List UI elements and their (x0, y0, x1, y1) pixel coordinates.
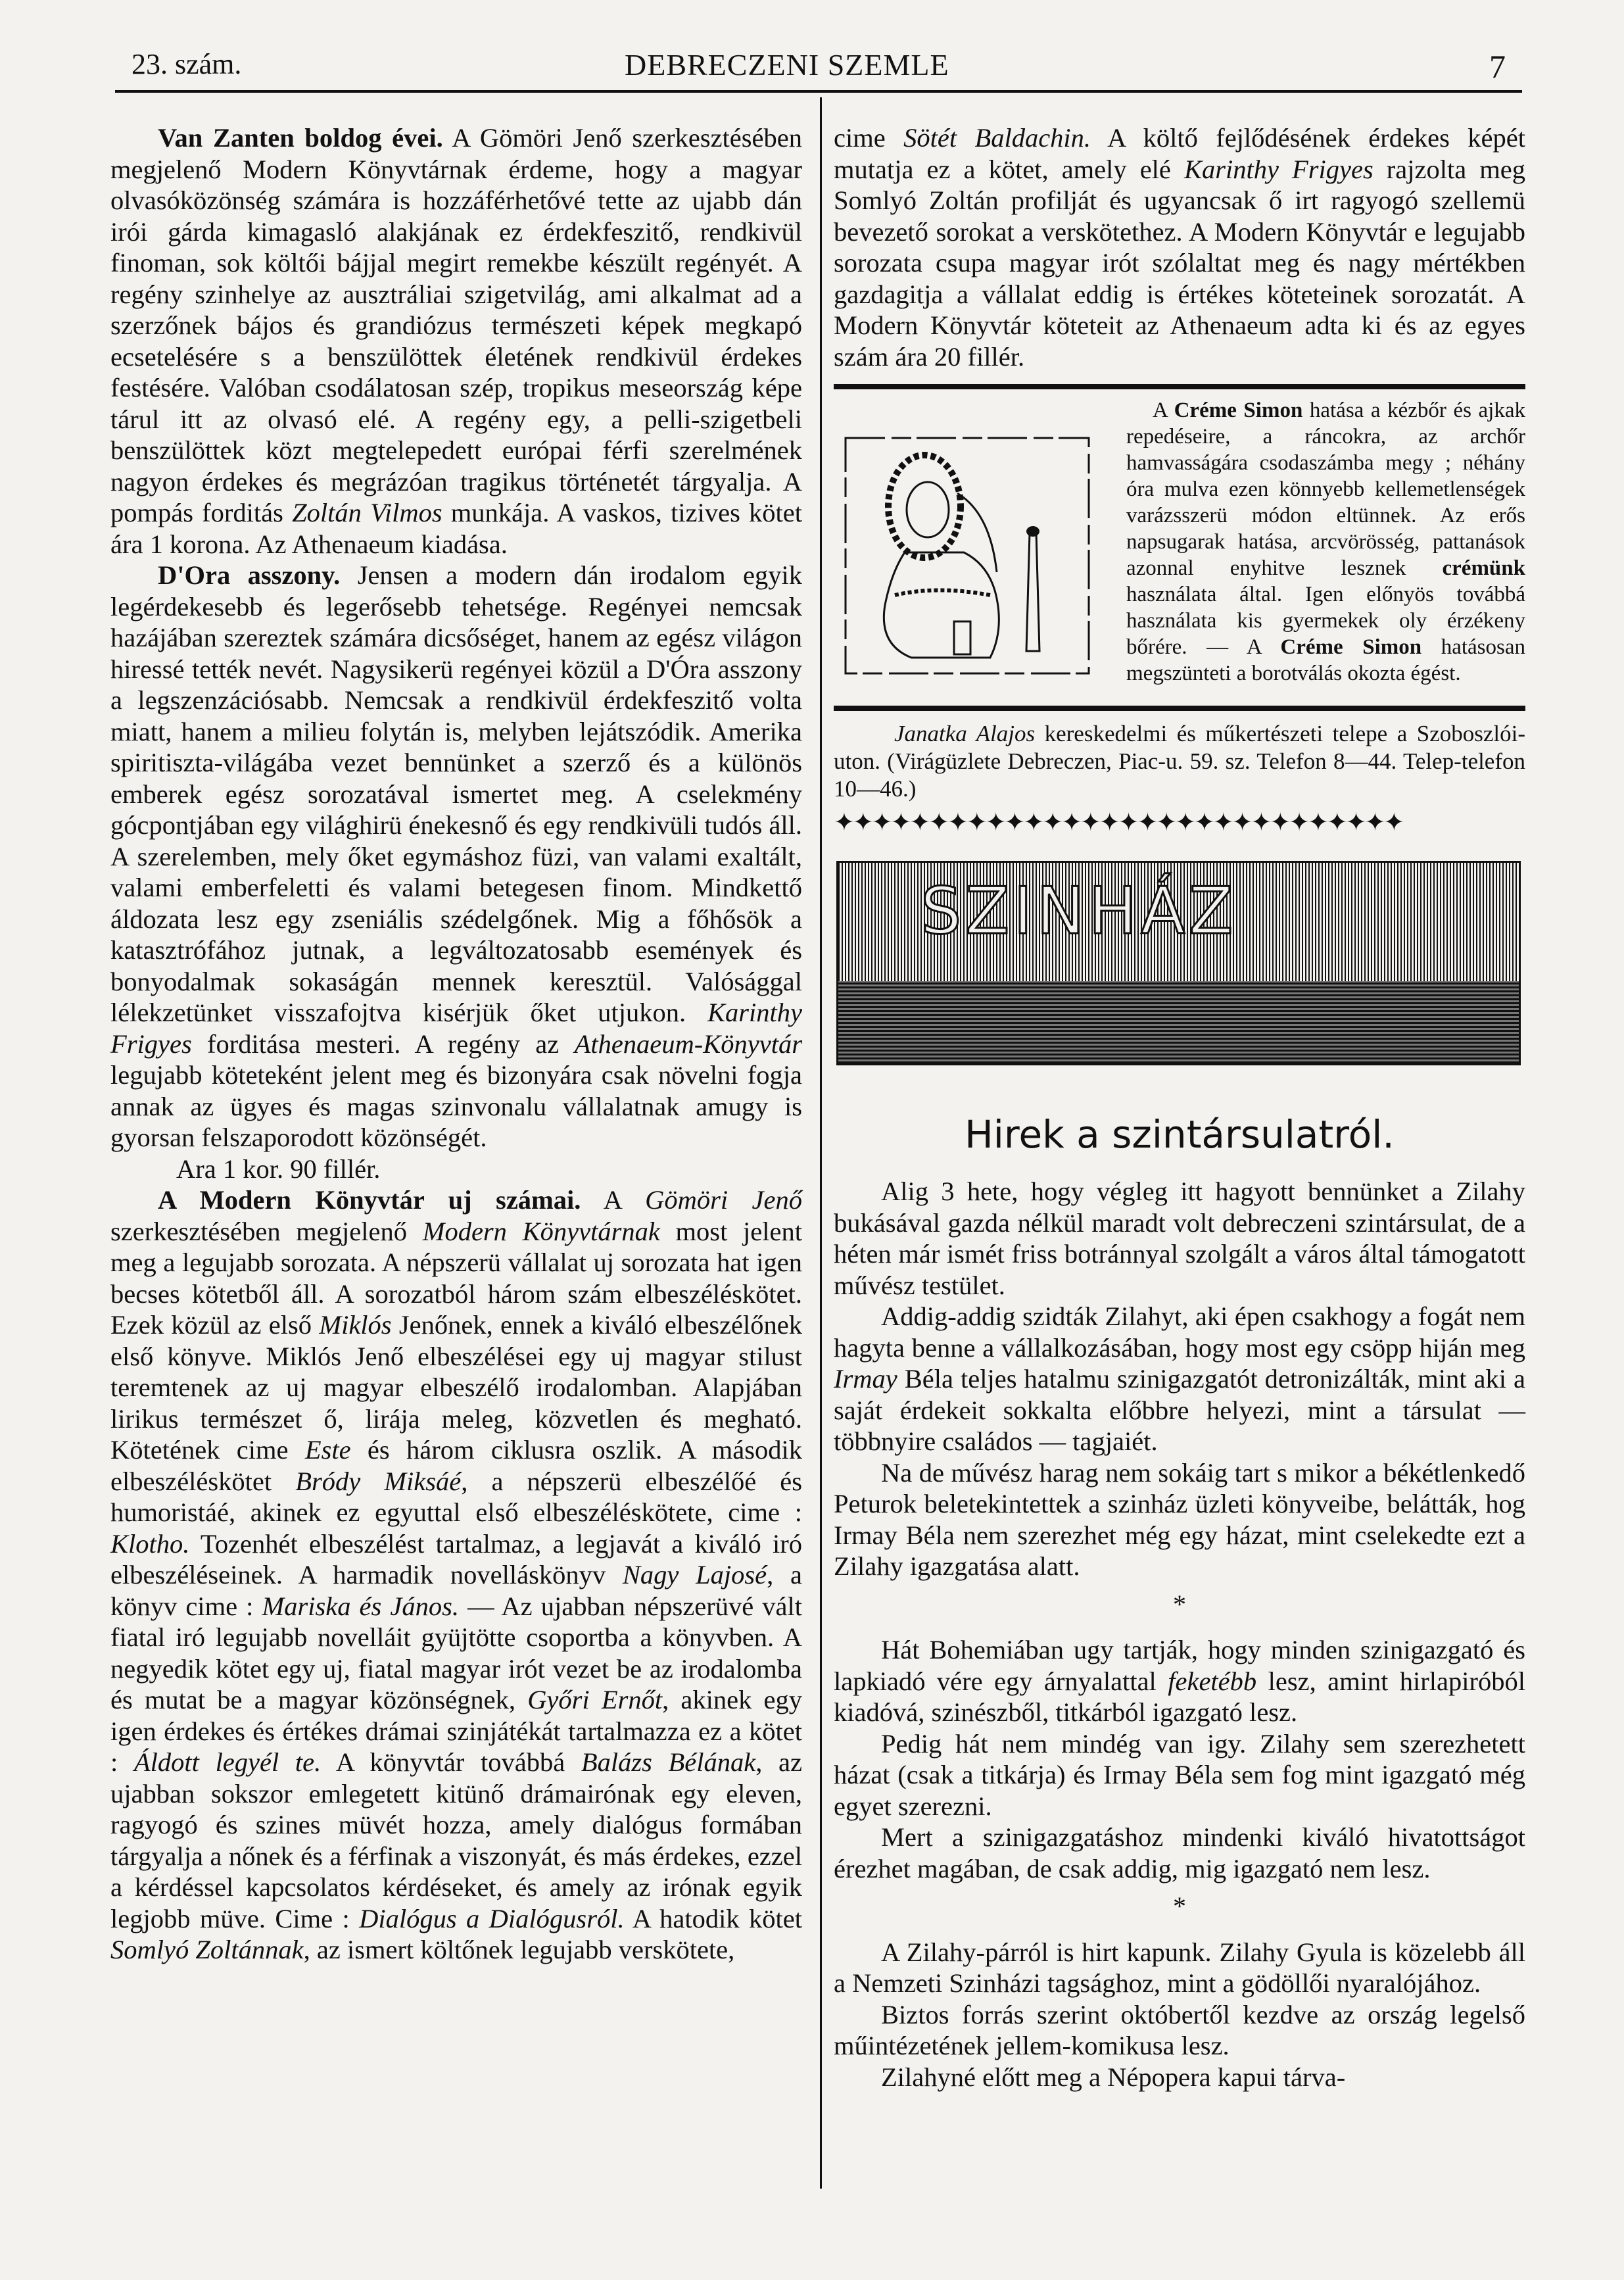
article-continuation: cime Sötét Baldachin. A költő fejlődésének érdekes képét mutatja ez a kötet, amely elé Karinthy Frigyes rajzolta meg Somlyó Zoltán profilját és ugyancsak ő irt ragyogó szellemü bevezető sorokat a verskötethez. A Modern Könyvtár e legujabb sorozata csupa magyar irót szólaltat meg és nagy mértékben gazdagitja a vállalat eddig is értékes köteteinek sorozatát. A Modern Könyvtár köteteit az Athenaeum adta ki és az egyes szám ára 20 fillér. (834, 123, 1525, 372)
woman-applying-cream-illustration (839, 434, 1095, 677)
ad-top-rule (834, 384, 1525, 389)
product-name: Créme Simon (1280, 635, 1422, 659)
banner-title: SZINHÁZ (920, 874, 1237, 949)
paragraph: Na de művész harag nem sokáig tart s mikor a békétlenkedő Peturok beletekintettek a szinház üzleti könyveibe, belátták, hog Irmay Béla nem szerezhet még egy házat, mint cselekedte ezt a Zilahy igazgatása alatt. (834, 1457, 1525, 1581)
column-divider (820, 97, 822, 2189)
ad-bottom-rule (834, 706, 1525, 711)
paragraph: Pedig hát nem mindég van igy. Zilahy sem szerezhetett házat (csak a titkárja) és Irmay Béla sem fog mint igazgató még egyet szerezni. (834, 1728, 1525, 1821)
paragraph: Zilahyné előtt meg a Népopera kapui tárva- (881, 2062, 1346, 2092)
article-title: Van Zanten boldog évei. (158, 123, 443, 153)
product-name: Créme Simon (1174, 399, 1303, 422)
section-break-asterisk: * (1172, 1589, 1187, 1619)
right-column (834, 122, 1525, 2093)
price-line: Ara 1 kor. 90 fillér. (176, 1153, 381, 1184)
creme-simon-ad-text: A Créme Simon hatása a kézbőr és ajkak repedéseire, a ráncokra, az archőr hamvasságára csodaszámba megy ; néhány óra mulva ezen könnyebb kellemetlenségek varázsszerü módon eltünnek. Az erős napsugarak hatása, arcvörösség, pattanások azonnal enyhitve lesznek crémünk használata által. Igen előnyös továbbá használata kis gyermekek oly érzékeny bőrére. — A Créme Simon hatásosan megszünteti a borotválás okozta égést. (1126, 399, 1525, 685)
audience-silhouettes (838, 981, 1519, 1063)
article-modern-konyvtar: A Modern Könyvtár uj számai. A Gömöri Jenő szerkesztésében megjelenő Modern Könyvtárnak most jelent meg a legujabb sorozata. A népszerü vállalat uj sorozata hat igen becses kötetből áll. A sorozatból három szám elbeszéléskötet. Ezek közül az első Miklós Jenőnek, ennek a kiváló elbeszélőnek első könyve. Miklós Jenő elbeszélései egy uj magyar stilust teremtenek az uj magyar elbeszélő irodalomban. Alapjában lirikus természet ő, lirája meleg, közvetlen és megható. Kötetének cime Este és három ciklusra oszlik. A második elbeszéléskötet Bródy Miksáé, a népszerü elbeszélőé és humoristáé, akinek ez egyuttal első elbeszéléskötete, cime : Klotho. Tozenhét elbeszélést tartalmaz, a legjavát a kiváló iró elbeszéléseinek. A harmadik novelláskönyv Nagy Lajosé, a könyv cime : Mariska és János. — Az ujabban népszerüvé vált fiatal iró legujabb novelláit gyüjtötte csoportba a könyvben. A negyedik kötet egy uj, fiatal magyar irót vezet be az irodalomba és mutat be a magyar közönségnek, Győri Ernőt, akinek egy igen érdekes és értékes drámai szinjátékát tartalmazza ez a kötet : Áldott legyél te. A könyvtár továbbá Balázs Bélának, az ujabban sokszor emlegetett kitünő drámairónak egy eleven, ragyogó és szines müvét hozza, amely dialógus formában tárgyalja a nőnek és a férfinak a viszonyát, és más érdekes, ezzel a kérdéssel kapcsolatos kérdéseket, és amely az irónak egyik legjobb müve. Cime : Dialógus a Dialógusról. A hatodik kötet Somlyó Zoltánnak, az ismert költőnek legujabb verskötete, (110, 1185, 803, 1964)
article-van-zanten: Van Zanten boldog évei. A Gömöri Jenő szerkesztésében megjelenő Modern Könyvtárnak érdeme, hogy a magyar olvasóközönség számára is hozzáférhetővé tette az ujabb dán irói gárda kimagasló alakjának ez érdekfeszitő, rendkivül finoman, sok költői bájjal megirt remekbe készült regényét. A regény szinhelye az ausztráliai szigetvilág, ami alkalmat ad a szerzőnek bájos és grandiózus természeti képek megkapó ecsetelésére s a benszülöttek életének rendkivül érdekes festésére. Valóban csodálatosan szép, tropikus meseország képe tárul itt az olvasó elé. A regény egy, a pelli-szigetbeli benszülöttek közt megtelepedett európai férfi szerelmének nagyon érdekes és megrázóan tragikus történetét tárgyalja. A pompás forditás Zoltán Vilmos munkája. A vaskos, tizives kötet ára 1 korona. Az Athenaeum kiadása. (110, 123, 803, 559)
paragraph: Mert a szinigazgatáshoz mindenki kiváló hivatottságot érezhet magában, de csak addig, mig igazgató nem lesz. (834, 1822, 1525, 1883)
paragraph: Biztos forrás szerint októbertől kezdve az ország legelső műintézetének jellem-komikusa lesz. (834, 1999, 1525, 2060)
theater-audience-illustration (836, 861, 1521, 1065)
section-break-asterisk: * (1172, 1891, 1187, 1921)
paragraph: Hát Bohemiában ugy tartják, hogy minden szinigazgató és lapkiadó vére egy árnyalattal feketébb lesz, amint hirlapiróból kiadóvá, szinészből, titkárból igazgató lesz. (834, 1635, 1525, 1727)
article-title: D'Ora asszony. (158, 560, 341, 590)
page-number: 7 (1489, 48, 1506, 85)
paragraph: Alig 3 hete, hogy végleg itt hagyott bennünket a Zilahy bukásával gazda nélkül maradt volt debreczeni szintársulat, de a héten már ismét friss botránnyal szolgált a város által támogatott művész testület. (834, 1176, 1525, 1300)
ornamental-divider: ✦✦✦✦✦✦✦✦✦✦✦✦✦✦✦✦✦✦✦✦✦✦✦✦✦✦✦✦✦✦ (834, 809, 1403, 837)
advertiser-name: Janatka Alajos (894, 721, 1036, 746)
section-heading: Hirek a szintársulatról. (965, 1112, 1395, 1157)
publication-title: DEBRECZENI SZEMLE (625, 48, 949, 82)
article-dora-asszony: D'Ora asszony. Jensen a modern dán irodalom egyik legérdekesebb és legerősebb tehetsége. Regényei nemcsak hazájában szereztek számára dicsőséget, hanem az egész világon hiressé tették nevét. Nagysikerü regényei közül a D'Óra asszony a legszenzációsabb. Nemcsak a rendkivül érdekfeszitő volta miatt, hanem a milieu folytán is, melyben lejátszódik. Amerika spiritiszta-világába vezet bennünket a szerző és a különös emberek egész sorozatával ismertet meg. A cselekmény gócpontjában egy világhirü énekesnő és egy rendkivüli tudós áll. A szerelemben, mely őket egymáshoz füzi, van valami exaltált, valami emberfeletti és valami betegesen finom. Mindkettő áldozata lesz egy zseniális szédelgőnek. Mig a főhősök a katasztrófához jutnak, a legváltozatosabb események és bonyodalmak sokaságán mennek keresztül. Valósággal lélekzetünket visszafojtva kisérjük őket utjukon. Karinthy Frigyes forditása mesteri. A regény az Athenaeum-Könyvtár legujabb köteteként jelent meg és bizonyára csak növelni fogja annak az ügyes és magas szinvonalu vállalatnak amugy is gyorsan felszaporodott közönségét. (110, 560, 803, 1152)
paragraph: A Zilahy-párról is hirt kapunk. Zilahy Gyula is közelebb áll a Nemzeti Szinházi tagsághoz, mint a gödöllői nyaralójához. (834, 1937, 1525, 1998)
page-header (105, 41, 1525, 93)
header-rule (115, 90, 1522, 93)
paragraph: Addig-addig szidták Zilahyt, aki épen csakhogy a fogát nem hagyta benne a vállalkozásában, hogy most egy csöpp hiján meg Irmay Béla teljes hatalmu szinigazgatót detronizálták, mint aki a saját érdekeit sokkalta előbbre helyezi, mint a társulat — többnyire családos — tagjaiét. (834, 1301, 1525, 1456)
left-column (110, 122, 802, 1966)
issue-number: 23. szám. (131, 48, 242, 80)
article-title: A Modern Könyvtár uj számai. (158, 1185, 581, 1215)
janatka-advertisement: Janatka Alajos kereskedelmi és műkertészeti telepe a Szoboszlói-uton. (Virágüzlete Debreczen, Piac-u. 59. sz. Telefon 8—44. Telep-telefon 10—46.) (834, 721, 1525, 802)
creme-simon-advertisement (834, 395, 1525, 694)
